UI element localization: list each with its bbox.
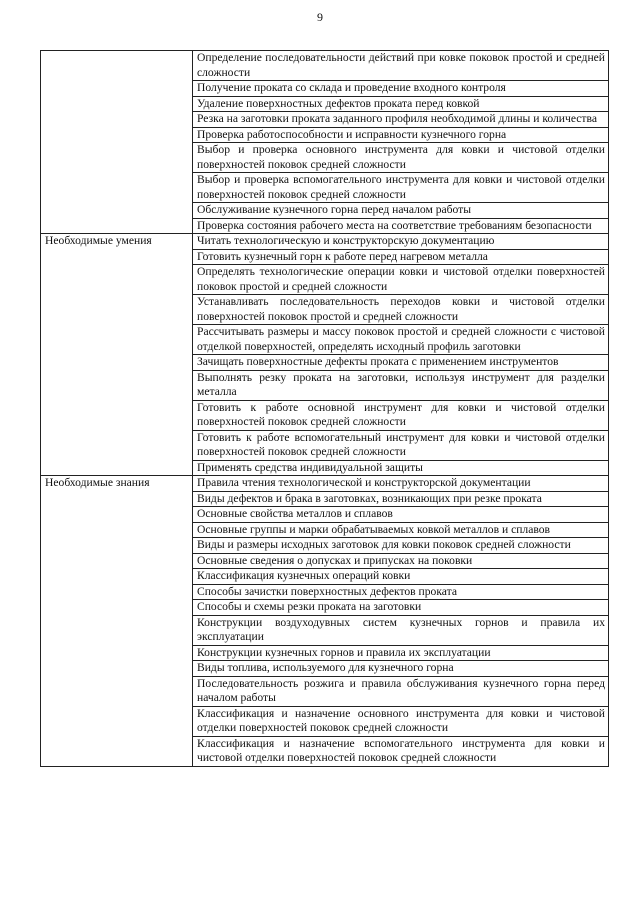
requirement-item: Виды дефектов и брака в заготовках, возникающих при резке проката (193, 491, 609, 507)
requirement-item: Основные свойства металлов и сплавов (193, 507, 609, 523)
requirement-item: Способы и схемы резки проката на заготовки (193, 600, 609, 616)
requirement-item: Основные группы и марки обрабатываемых ковкой металлов и сплавов (193, 522, 609, 538)
requirement-item: Резка на заготовки проката заданного профиля необходимой длины и количества (193, 112, 609, 128)
table-row (41, 476, 609, 492)
requirement-item: Удаление поверхностных дефектов проката перед ковкой (193, 96, 609, 112)
requirement-item: Определение последовательности действий при ковке поковок простой и средней сложности (193, 51, 609, 81)
requirement-item: Конструкции кузнечных горнов и правила их эксплуатации (193, 645, 609, 661)
requirement-item: Готовить к работе основной инструмент для ковки и чистовой отделки поверхностей поковок средней сложности (193, 400, 609, 430)
requirement-item: Классификация кузнечных операций ковки (193, 569, 609, 585)
competency-table-body (41, 51, 609, 767)
requirement-item: Проверка работоспособности и исправности кузнечного горна (193, 127, 609, 143)
requirement-item: Проверка состояния рабочего места на соответствие требованиям безопасности (193, 218, 609, 234)
requirement-item: Готовить к работе вспомогательный инструмент для ковки и чистовой отделки поверхностей поковок средней сложности (193, 430, 609, 460)
table-row (41, 234, 609, 250)
requirement-item: Выбор и проверка вспомогательного инструмента для ковки и чистовой отделки поверхностей поковок средней сложности (193, 173, 609, 203)
requirement-item: Обслуживание кузнечного горна перед началом работы (193, 203, 609, 219)
requirement-item: Выполнять резку проката на заготовки, используя инструмент для разделки металла (193, 370, 609, 400)
requirement-item: Последовательность розжига и правила обслуживания кузнечного горна перед началом работы (193, 676, 609, 706)
requirement-item: Виды и размеры исходных заготовок для ковки поковок средней сложности (193, 538, 609, 554)
requirement-item: Зачищать поверхностные дефекты проката с применением инструментов (193, 355, 609, 371)
competency-table (40, 50, 609, 767)
requirement-item: Определять технологические операции ковки и чистовой отделки поверхностей поковок простой и средней сложности (193, 265, 609, 295)
requirement-item: Конструкции воздуходувных систем кузнечных горнов и правила их эксплуатации (193, 615, 609, 645)
table-row (41, 51, 609, 81)
requirement-item: Основные сведения о допусках и припусках на поковки (193, 553, 609, 569)
requirement-item: Устанавливать последовательность переходов ковки и чистовой отделки поверхностей поковок простой и средней сложности (193, 295, 609, 325)
requirement-item: Способы зачистки поверхностных дефектов проката (193, 584, 609, 600)
requirement-item: Применять средства индивидуальной защиты (193, 460, 609, 476)
requirement-item: Классификация и назначение основного инструмента для ковки и чистовой отделки поверхностей поковок средней сложности (193, 706, 609, 736)
requirement-item: Получение проката со склада и проведение входного контроля (193, 81, 609, 97)
requirement-item: Читать технологическую и конструкторскую документацию (193, 234, 609, 250)
requirement-item: Готовить кузнечный горн к работе перед нагревом металла (193, 249, 609, 265)
requirement-item: Выбор и проверка основного инструмента для ковки и чистовой отделки поверхностей поковок средней сложности (193, 143, 609, 173)
requirement-item: Виды топлива, используемого для кузнечного горна (193, 661, 609, 677)
section-heading-empty (41, 51, 193, 234)
requirement-item: Правила чтения технологической и конструкторской документации (193, 476, 609, 492)
page-number: 9 (317, 10, 323, 24)
section-heading: Необходимые умения (41, 234, 193, 476)
requirement-item: Рассчитывать размеры и массу поковок простой и средней сложности с чистовой отделкой поверхностей, определять исходный профиль заготовки (193, 325, 609, 355)
section-heading: Необходимые знания (41, 476, 193, 767)
requirement-item: Классификация и назначение вспомогательного инструмента для ковки и чистовой отделки поверхностей поковок средней сложности (193, 736, 609, 766)
